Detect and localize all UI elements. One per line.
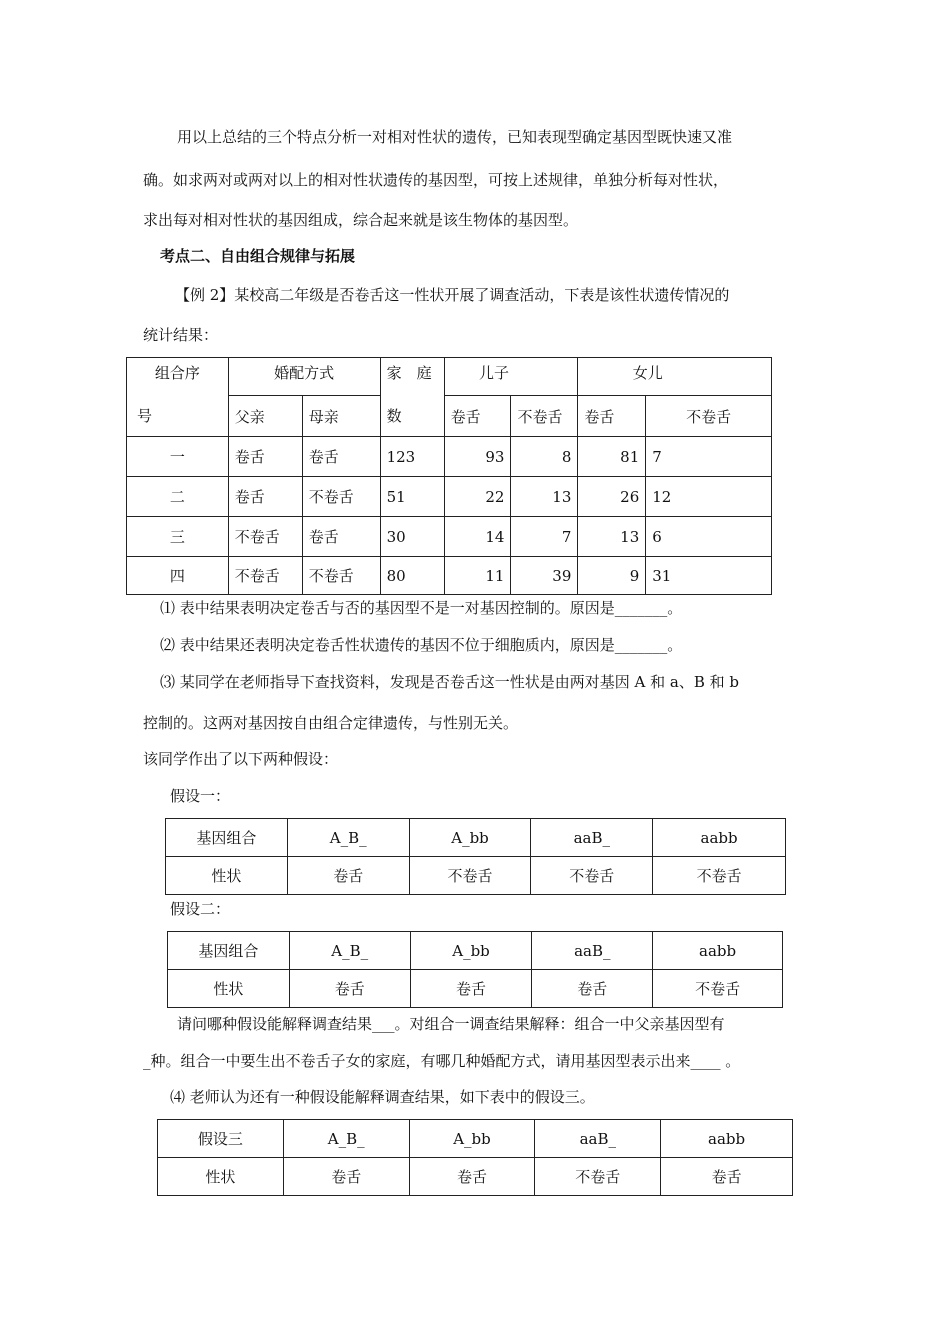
group-cell: 三	[127, 517, 229, 557]
header-father: 父亲	[228, 396, 302, 437]
question-2-end: 。	[667, 636, 683, 654]
question-1-blank: _______	[614, 599, 668, 617]
table-row	[127, 477, 772, 517]
daughter-roll-cell: 13	[578, 517, 646, 557]
question-4: ⑷ 老师认为还有一种假设能解释调查结果，如下表中的假设三。	[170, 1088, 595, 1106]
header-mother: 母亲	[302, 396, 380, 437]
ask-line-2-end: 。	[720, 1052, 741, 1070]
genotype-cell: aaB_	[531, 819, 653, 857]
son-roll-cell: 14	[444, 517, 511, 557]
daughter-noroll-cell: 6	[646, 517, 772, 557]
intro-line-3: 求出每对相对性状的基因组成，综合起来就是该生物体的基因型。	[143, 211, 579, 229]
daughter-noroll-cell: 12	[646, 477, 772, 517]
trait-header: 性状	[168, 970, 290, 1008]
gene-combo-header: 基因组合	[166, 819, 288, 857]
father-cell: 不卷舌	[228, 557, 302, 595]
question-2	[160, 635, 830, 655]
hypothesis-2-table	[167, 931, 783, 1008]
header-son-roll: 卷舌	[444, 396, 511, 437]
trait-cell: 不卷舌	[653, 857, 786, 895]
ask-line-1-text-b: 。对组合一调查结果解释：组合一中父亲基因型有	[394, 1015, 725, 1033]
header-daughter: 女儿	[578, 358, 772, 396]
mother-cell: 不卷舌	[302, 477, 380, 517]
header-marriage: 婚配方式	[228, 358, 380, 396]
genotype-cell: A_bb	[409, 1120, 535, 1158]
example-line-2: 统计结果：	[143, 326, 219, 344]
son-roll-cell: 93	[444, 437, 511, 477]
group-cell: 二	[127, 477, 229, 517]
families-cell: 51	[380, 477, 444, 517]
question-3-line-1: ⑶ 某同学在老师指导下查找资料，发现是否卷舌这一性状是由两对基因 A 和 a、B 和 b	[160, 673, 740, 691]
ask-blank-3: ____	[690, 1052, 721, 1070]
trait-cell: 不卷舌	[535, 1158, 661, 1196]
trait-cell: 不卷舌	[409, 857, 531, 895]
question-1-text: ⑴ 表中结果表明决定卷舌与否的基因型不是一对基因控制的。原因是	[160, 599, 615, 617]
hypothesis-3-header: 假设三	[158, 1120, 284, 1158]
genotype-cell: A_B_	[283, 1120, 409, 1158]
hypothesis-3-table	[157, 1119, 793, 1196]
trait-cell: 卷舌	[289, 970, 410, 1008]
ask-line-1	[177, 1014, 847, 1034]
hypothesis-1-table	[165, 818, 786, 895]
table-row	[127, 517, 772, 557]
trait-cell: 卷舌	[287, 857, 409, 895]
header-son-noroll: 不卷舌	[511, 396, 578, 437]
ask-blank-2: _	[143, 1052, 151, 1070]
hypothesis-1-label: 假设一：	[170, 787, 231, 805]
question-2-blank: _______	[614, 636, 668, 654]
ask-line-1-text-a: 请问哪种假设能解释调查结果	[177, 1015, 373, 1033]
mother-cell: 不卷舌	[302, 557, 380, 595]
group-cell: 四	[127, 557, 229, 595]
daughter-noroll-cell: 7	[646, 437, 772, 477]
question-3-line-2: 控制的。这两对基因按自由组合定律遗传，与性别无关。	[143, 714, 519, 732]
son-noroll-cell: 8	[511, 437, 578, 477]
genotype-cell: aabb	[661, 1120, 793, 1158]
daughter-noroll-cell: 31	[646, 557, 772, 595]
son-roll-cell: 22	[444, 477, 511, 517]
genotype-cell: A_B_	[287, 819, 409, 857]
families-cell: 80	[380, 557, 444, 595]
father-cell: 卷舌	[228, 437, 302, 477]
header-daughter-roll: 卷舌	[578, 396, 646, 437]
intro-line-2: 确。如求两对或两对以上的相对性状遗传的基因型，可按上述规律，单独分析每对性状，	[143, 171, 729, 189]
group-cell: 一	[127, 437, 229, 477]
header-family-2: 数	[380, 396, 444, 437]
genotype-cell: A_bb	[410, 932, 532, 970]
father-cell: 不卷舌	[228, 517, 302, 557]
genotype-cell: aabb	[653, 819, 786, 857]
families-cell: 123	[380, 437, 444, 477]
header-group-2: 号	[127, 396, 229, 437]
trait-cell: 卷舌	[532, 970, 653, 1008]
table-row	[127, 437, 772, 477]
question-1	[160, 598, 830, 618]
genotype-cell: aaB_	[535, 1120, 661, 1158]
intro-line-1: 用以上总结的三个特点分析一对相对性状的遗传，已知表现型确定基因型既快速又准	[177, 128, 733, 146]
header-daughter-noroll: 不卷舌	[646, 396, 772, 437]
daughter-roll-cell: 9	[578, 557, 646, 595]
ask-line-2-text-a: 种。组合一中要生出不卷舌子女的家庭，有哪几种婚配方式，请用基因型表示出来	[150, 1052, 691, 1070]
trait-cell: 卷舌	[410, 970, 532, 1008]
section-title: 考点二、自由组合规律与拓展	[160, 247, 356, 265]
families-cell: 30	[380, 517, 444, 557]
son-noroll-cell: 7	[511, 517, 578, 557]
genotype-cell: A_B_	[289, 932, 410, 970]
son-roll-cell: 11	[444, 557, 511, 595]
mother-cell: 卷舌	[302, 437, 380, 477]
trait-header: 性状	[158, 1158, 284, 1196]
table-row	[127, 557, 772, 595]
question-1-end: 。	[667, 599, 683, 617]
father-cell: 卷舌	[228, 477, 302, 517]
question-2-text: ⑵ 表中结果还表明决定卷舌性状遗传的基因不位于细胞质内，原因是	[160, 636, 615, 654]
genotype-cell: aabb	[653, 932, 783, 970]
header-group-1: 组合序	[127, 358, 229, 396]
survey-table	[126, 357, 772, 595]
ask-line-2	[143, 1051, 813, 1071]
trait-cell: 卷舌	[409, 1158, 535, 1196]
trait-header: 性状	[166, 857, 288, 895]
trait-cell: 卷舌	[283, 1158, 409, 1196]
trait-cell: 不卷舌	[653, 970, 783, 1008]
hypothesis-2-label: 假设二：	[170, 900, 231, 918]
son-noroll-cell: 39	[511, 557, 578, 595]
trait-cell: 卷舌	[661, 1158, 793, 1196]
question-3-line-3: 该同学作出了以下两种假设：	[143, 750, 339, 768]
example-line-1: 【例 2】某校高二年级是否卷舌这一性状开展了调查活动，下表是该性状遗传情况的	[175, 286, 730, 304]
genotype-cell: aaB_	[532, 932, 653, 970]
genotype-cell: A_bb	[409, 819, 531, 857]
ask-blank-1: ___	[372, 1015, 395, 1033]
gene-combo-header: 基因组合	[168, 932, 290, 970]
son-noroll-cell: 13	[511, 477, 578, 517]
mother-cell: 卷舌	[302, 517, 380, 557]
daughter-roll-cell: 26	[578, 477, 646, 517]
daughter-roll-cell: 81	[578, 437, 646, 477]
header-family-1: 家 庭	[380, 358, 444, 396]
trait-cell: 不卷舌	[531, 857, 653, 895]
header-son: 儿子	[444, 358, 578, 396]
